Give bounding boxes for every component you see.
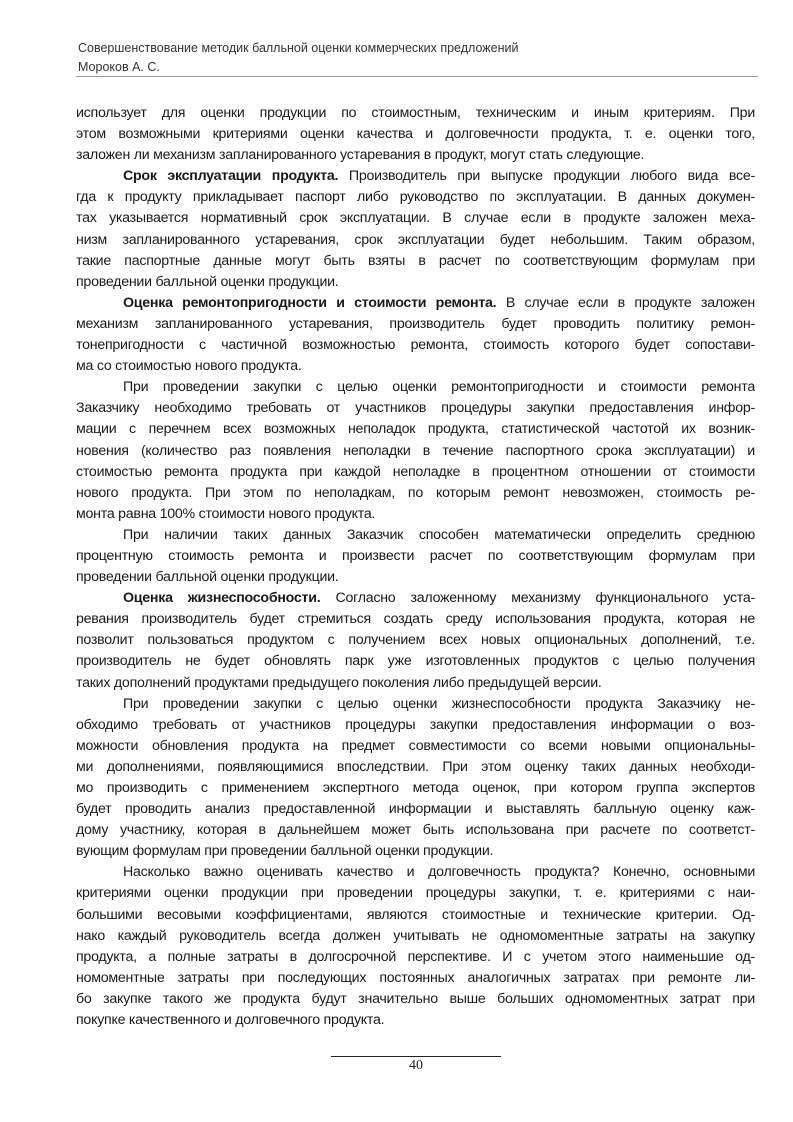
line-text: монта равна 100% стоимости нового продукта. xyxy=(76,505,376,522)
text-line xyxy=(76,103,755,124)
line-text: новения (количество раз появления неполадки в течение паспортного срока эксплуатации) и xyxy=(76,442,755,459)
line-text: заложен ли механизм запланированного устаревания в продукт, могут стать следующие. xyxy=(76,147,645,164)
line-text: При проведении закупки с целью оценки жизнеспособности продукта Заказчику не- xyxy=(123,695,755,712)
text-line xyxy=(76,377,755,398)
text-line xyxy=(76,124,755,145)
line-text: можности обновления продукта на предмет совместимости со всеми новыми опциональны- xyxy=(76,737,755,754)
line-text: использует для оценки продукции по стоимостным, техническим и иным критериям. При xyxy=(76,105,755,121)
text-line xyxy=(76,546,755,567)
text-line xyxy=(76,862,755,883)
line-text: При наличии таких данных Заказчик способен математически определить среднюю xyxy=(123,526,755,543)
line-text: номоментные затраты при последующих постоянных аналогичных затратах при ремонте ли- xyxy=(76,969,755,986)
line-text: тонепригодности с частичной возможностью ремонта, стоимость которого будет сопостави- xyxy=(76,337,755,354)
line-text: Производитель при выпуске продукции любого вида все- xyxy=(338,168,755,185)
text-line xyxy=(76,820,755,841)
line-text: Согласно заложенному механизму функционального уста- xyxy=(320,590,755,607)
line-text: этом возможными критериями оценки качества и долговечности продукта, т. е. оценки того, xyxy=(76,126,755,143)
page-number: 40 xyxy=(409,1058,423,1073)
running-header xyxy=(78,39,758,77)
paragraph xyxy=(76,103,755,166)
text-line xyxy=(76,398,755,419)
line-text: вующим формулам при проведении балльной оценки продукции. xyxy=(76,843,494,860)
line-text: дому участнику, которая в дальнейшем может быть использована при расчете по соответст- xyxy=(76,822,755,839)
line-text: проведении балльной оценки продукции. xyxy=(76,569,339,586)
text-line xyxy=(76,166,755,187)
line-text: механизм запланированного устаревания, производитель будет проводить политику ремон- xyxy=(76,315,755,332)
line-text: Заказчику необходимо требовать от участников процедуры закупки предоставления инфор- xyxy=(76,400,755,417)
line-text: стоимостью ремонта продукта при каждой неполадке в процентном отношении от стоимости xyxy=(76,463,755,480)
line-text: Насколько важно оценивать качество и долговечность продукта? Конечно, основными xyxy=(123,864,755,881)
section-heading: Оценка ремонтопригодности и стоимости ремонта. xyxy=(123,294,497,311)
text-line xyxy=(76,778,755,799)
text-line xyxy=(76,208,755,229)
line-text: нового продукта. При этом по неполадкам, по которым ремонт невозможен, стоимость ре- xyxy=(76,484,755,501)
line-text: такие паспортные данные могут быть взяты в расчет по соответствующим формулам при xyxy=(76,252,755,269)
text-line xyxy=(76,293,755,314)
paragraph xyxy=(76,525,755,588)
text-line xyxy=(76,883,755,904)
text-line xyxy=(76,145,755,166)
line-text: гда к продукту прикладывает паспорт либо руководство по эксплуатации. В данных докумен- xyxy=(76,189,755,206)
line-text: мо производить с применением экспертного метода оценок, при котором группа экспертов xyxy=(76,780,755,796)
paragraph xyxy=(76,293,755,377)
text-line xyxy=(76,525,755,546)
line-text: таких дополнений продуктами предыдущего поколения либо предыдущей версии. xyxy=(76,674,602,691)
paragraph xyxy=(76,862,755,1031)
text-line xyxy=(76,462,755,483)
line-text: низм запланированного устаревания, срок эксплуатации будет небольшим. Таким образом, xyxy=(76,231,755,248)
footer-divider xyxy=(331,1056,501,1057)
text-line xyxy=(76,651,755,672)
line-text: будет проводить анализ предоставленной информации и выставлять балльную оценку каж- xyxy=(76,801,755,818)
line-text: процентную стоимость ремонта и произвести расчет по соответствующим формулам при xyxy=(76,547,755,564)
line-text: производитель не будет обновлять парк уже изготовленных продуктов с целью получения xyxy=(76,653,755,670)
paragraph xyxy=(76,166,755,293)
paragraph xyxy=(76,588,755,693)
text-line xyxy=(76,419,755,440)
text-line xyxy=(76,335,755,356)
text-line xyxy=(76,567,755,588)
line-text: ревания производитель будет стремиться создать среду использования продукта, которая не xyxy=(76,611,755,628)
text-line xyxy=(76,630,755,651)
text-line xyxy=(76,799,755,820)
line-text: проведении балльной оценки продукции. xyxy=(76,273,339,290)
line-text: продукта, а полные затраты в долгосрочной перспективе. И с учетом этого наименьшие од- xyxy=(76,948,755,965)
line-text: мации с перечнем всех возможных неполадок продукта, статистической частотой их возник- xyxy=(76,421,755,438)
line-text: нако каждый руководитель всегда должен учитывать не одномоментные затраты на закупку xyxy=(76,927,755,944)
section-heading: Оценка жизнеспособности. xyxy=(123,590,321,607)
line-text: бо закупке такого же продукта будут значительно выше больших одномоментных затрат при xyxy=(76,990,755,1007)
paragraph xyxy=(76,694,755,863)
text-line xyxy=(76,272,755,293)
text-line xyxy=(76,504,755,525)
line-text: тах указывается нормативный срок эксплуатации. В случае если в продукте заложен меха- xyxy=(76,210,755,227)
line-text: критериями оценки продукции при проведении процедуры закупки, т. е. критериями с наи- xyxy=(76,885,755,902)
text-line xyxy=(76,905,755,926)
text-line xyxy=(76,251,755,272)
text-line xyxy=(76,230,755,251)
line-text: покупке качественного и долговечного продукта. xyxy=(76,1012,385,1029)
text-line xyxy=(76,989,755,1010)
section-heading: Срок эксплуатации продукта. xyxy=(123,168,339,185)
text-line xyxy=(76,926,755,947)
text-line xyxy=(76,187,755,208)
text-line xyxy=(76,356,755,377)
text-line xyxy=(76,736,755,757)
text-line xyxy=(76,673,755,694)
line-text: обходимо требовать от участников процедуры закупки предоставления информации о воз- xyxy=(76,716,755,733)
text-line xyxy=(76,483,755,504)
text-line xyxy=(76,841,755,862)
line-text: ма со стоимостью нового продукта. xyxy=(76,358,302,375)
line-text: В случае если в продукте заложен xyxy=(496,294,755,311)
line-text: ми дополнениями, появляющимися впоследствии. При этом оценку таких данных необходи- xyxy=(76,758,755,775)
body-text xyxy=(76,103,755,1031)
text-line xyxy=(76,757,755,778)
line-text: позволит пользоваться продуктом с получением всех новых опциональных дополнений, т.е. xyxy=(76,632,755,649)
text-line xyxy=(76,968,755,989)
text-line xyxy=(76,947,755,968)
text-line xyxy=(76,441,755,462)
header-title: Совершенствование методик балльной оценки коммерческих предложений xyxy=(78,41,519,55)
text-line xyxy=(76,715,755,736)
line-text: большими весовыми коэффициентами, являются стоимостные и технические критерии. Од- xyxy=(76,906,755,923)
header-divider xyxy=(76,76,758,77)
text-line xyxy=(76,588,755,609)
text-line xyxy=(76,694,755,715)
text-line xyxy=(76,609,755,630)
text-line xyxy=(76,1010,755,1031)
header-author: Мороков А. С. xyxy=(78,60,160,74)
line-text: При проведении закупки с целью оценки ремонтопригодности и стоимости ремонта xyxy=(123,379,755,396)
paragraph xyxy=(76,377,755,525)
text-line xyxy=(76,314,755,335)
